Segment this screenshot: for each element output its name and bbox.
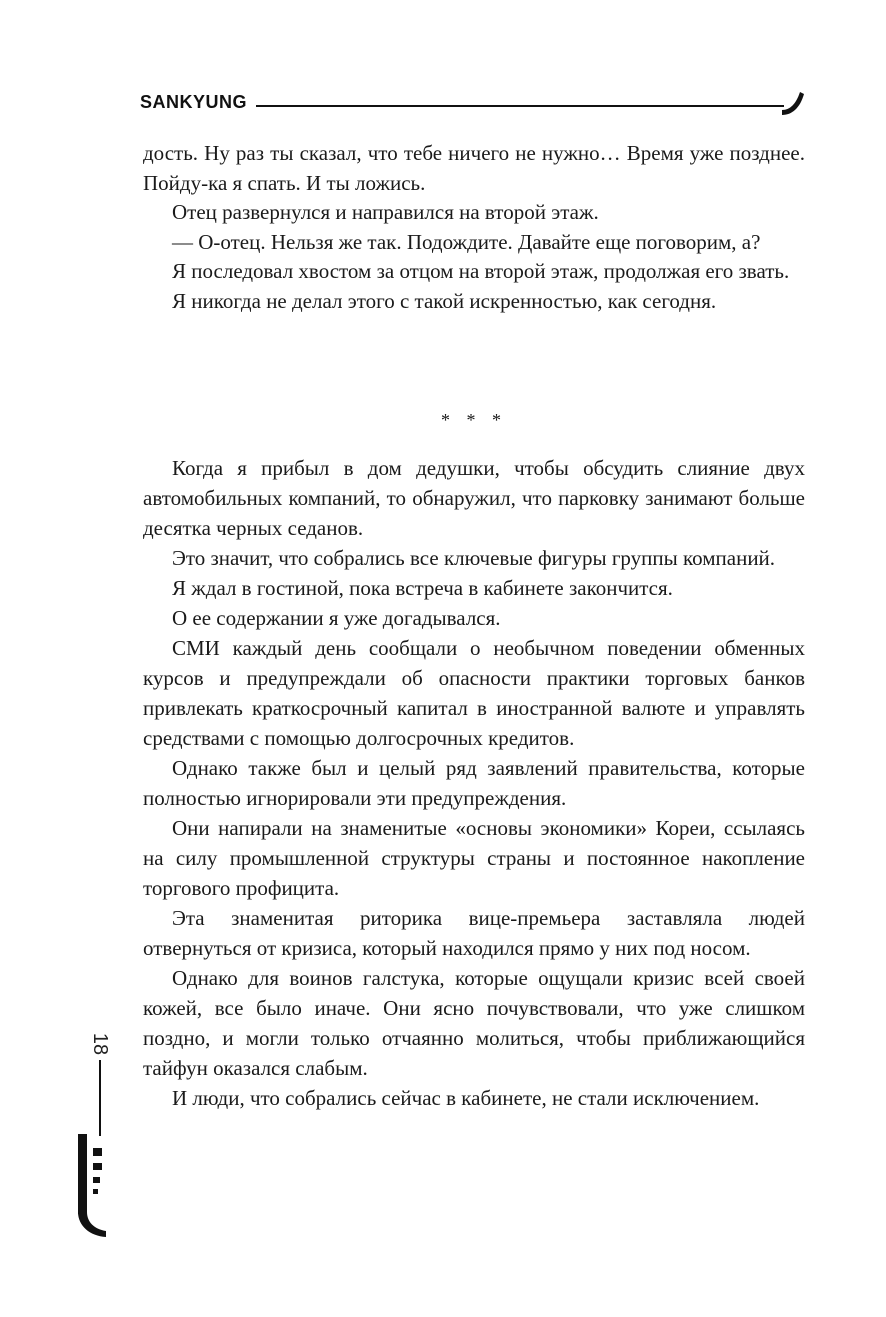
paragraph: Эта знаменитая риторика вице-премьера заставляла людей отвернуться от кризиса, который находился прямо у них под носом. <box>143 906 805 960</box>
section-separator: * * * <box>441 410 507 430</box>
body-text-section-1 <box>143 139 805 317</box>
page-corner-ornament <box>76 1134 112 1238</box>
paragraph: Однако для воинов галстука, которые ощущали кризис всей своей кожей, все было иначе. Они ясно почувствовали, что уже слишком поздно, и могли только отчаянно молиться, чтобы приближающийся тайфун оказался слабым. <box>143 966 805 1080</box>
paragraph: дость. Ну раз ты сказал, что тебе ничего не нужно… Время уже позднее. Пойду-ка я спать. И ты ложись. <box>143 141 805 195</box>
paragraph: Однако также был и целый ряд заявлений правительства, которые полностью игнорировали эти предупреждения. <box>143 756 805 810</box>
paragraph: Отец развернулся и направился на второй этаж. <box>172 200 599 225</box>
paragraph: Они напирали на знаменитые «основы экономики» Кореи, ссылаясь на силу промышленной структуры страны и постоянное накопление торгового профицита. <box>143 816 805 900</box>
paragraph: СМИ каждый день сообщали о необычном поведении обменных курсов и предупреждали об опасности практики торговых банков привлекать краткосрочный капитал в иностранной валюте и управлять средствами с помощью долгосрочных кредитов. <box>143 636 805 750</box>
paragraph: Я никогда не делал этого с такой искренностью, как сегодня. <box>172 288 717 313</box>
paragraph: И люди, что собрались сейчас в кабинете, не стали исключением. <box>172 1086 760 1110</box>
page-number: 18 <box>89 1032 111 1056</box>
running-header <box>140 86 806 122</box>
paragraph: Это значит, что собрались все ключевые фигуры группы компаний. <box>172 546 776 570</box>
header-swoosh-ornament <box>780 88 806 120</box>
paragraph: — О-отец. Нельзя же так. Подождите. Давайте еще поговорим, а? <box>172 229 761 254</box>
paragraph: Я ждал в гостиной, пока встреча в кабинете закончится. <box>172 576 673 600</box>
paragraph: О ее содержании я уже догадывался. <box>172 606 501 630</box>
header-title: SANKYUNG <box>140 92 248 112</box>
page-number-rule <box>99 1060 101 1136</box>
header-rule <box>256 105 784 107</box>
paragraph: Когда я прибыл в дом дедушки, чтобы обсудить слияние двух автомобильных компаний, то обнаружил, что парковку занимают больше десятка черных седанов. <box>143 456 805 540</box>
body-text-section-2 <box>143 453 805 1113</box>
paragraph: Я последовал хвостом за отцом на второй этаж, продолжая его звать. <box>172 259 790 284</box>
